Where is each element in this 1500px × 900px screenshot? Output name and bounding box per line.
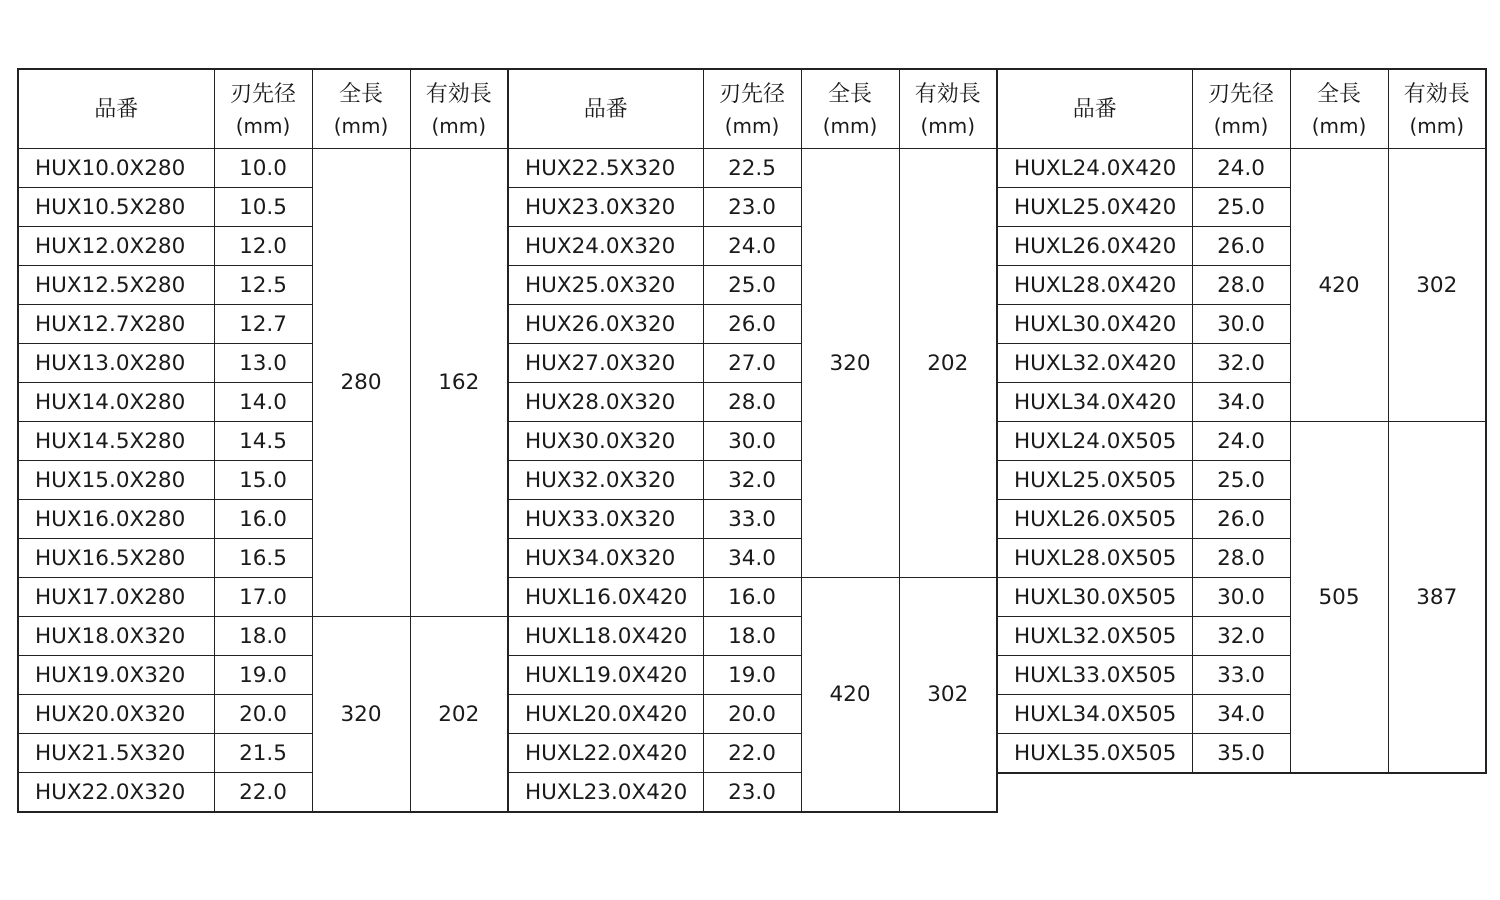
tip-diameter-cell: 19.0 [214, 656, 312, 695]
part-number-cell: HUXL30.0X420 [997, 305, 1192, 344]
tip-diameter-cell: 14.5 [214, 422, 312, 461]
spec-table-2 [507, 68, 998, 813]
tip-diameter-cell: 24.0 [1192, 149, 1290, 188]
effective-length-cell: 387 [1388, 422, 1486, 774]
tip-diameter-cell: 33.0 [703, 500, 801, 539]
total-length-cell: 420 [1290, 149, 1388, 422]
part-number-cell: HUX22.5X320 [508, 149, 703, 188]
tip-diameter-cell: 17.0 [214, 578, 312, 617]
header-row [997, 69, 1486, 149]
tip-diameter-cell: 26.0 [703, 305, 801, 344]
part-number-cell: HUXL32.0X505 [997, 617, 1192, 656]
tip-diameter-cell: 24.0 [1192, 422, 1290, 461]
header-unit: (mm) [333, 113, 389, 138]
part-number-cell: HUX12.7X280 [18, 305, 214, 344]
tip-diameter-cell: 14.0 [214, 383, 312, 422]
tip-diameter-cell: 25.0 [1192, 188, 1290, 227]
part-number-cell: HUXL26.0X420 [997, 227, 1192, 266]
tip-diameter-cell: 32.0 [1192, 617, 1290, 656]
tip-diameter-cell: 25.0 [1192, 461, 1290, 500]
part-number-cell: HUX26.0X320 [508, 305, 703, 344]
header-unit: (mm) [1213, 113, 1269, 138]
header-total-len-label: 全長 [1316, 81, 1361, 107]
header-tip-dia [1192, 69, 1290, 149]
tip-diameter-cell: 18.0 [703, 617, 801, 656]
effective-length-cell: 202 [899, 149, 997, 578]
header-part-no-label: 品番 [94, 96, 139, 122]
table-row [18, 617, 508, 656]
header-part-no-label: 品番 [1072, 96, 1117, 122]
part-number-cell: HUXL25.0X505 [997, 461, 1192, 500]
total-length-cell: 420 [801, 578, 899, 813]
header-total-len-label: 全長 [827, 81, 872, 107]
tip-diameter-cell: 10.0 [214, 149, 312, 188]
tip-diameter-cell: 23.0 [703, 188, 801, 227]
tip-diameter-cell: 32.0 [1192, 344, 1290, 383]
header-total-len [801, 69, 899, 149]
tip-diameter-cell: 16.5 [214, 539, 312, 578]
spec-table-body [508, 149, 997, 813]
header-unit: (mm) [1311, 113, 1367, 138]
header-part-no [18, 69, 214, 149]
part-number-cell: HUX23.0X320 [508, 188, 703, 227]
header-tip-dia-label: 刃先径 [1207, 81, 1274, 107]
tip-diameter-cell: 25.0 [703, 266, 801, 305]
spec-table-1 [17, 68, 509, 813]
tip-diameter-cell: 19.0 [703, 656, 801, 695]
header-unit: (mm) [822, 113, 878, 138]
header-eff-len [410, 69, 508, 149]
part-number-cell: HUXL30.0X505 [997, 578, 1192, 617]
header-total-len-label: 全長 [338, 81, 383, 107]
table-row [997, 149, 1486, 188]
tip-diameter-cell: 22.0 [703, 734, 801, 773]
total-length-cell: 280 [312, 149, 410, 617]
part-number-cell: HUX12.0X280 [18, 227, 214, 266]
tip-diameter-cell: 23.0 [703, 773, 801, 813]
part-number-cell: HUXL33.0X505 [997, 656, 1192, 695]
table-row [508, 578, 997, 617]
part-number-cell: HUX27.0X320 [508, 344, 703, 383]
part-number-cell: HUXL35.0X505 [997, 734, 1192, 774]
part-number-cell: HUX12.5X280 [18, 266, 214, 305]
effective-length-cell: 302 [1388, 149, 1486, 422]
header-unit: (mm) [920, 113, 976, 138]
total-length-cell: 505 [1290, 422, 1388, 774]
part-number-cell: HUX21.5X320 [18, 734, 214, 773]
tip-diameter-cell: 21.5 [214, 734, 312, 773]
header-row [18, 69, 508, 149]
part-number-cell: HUX10.0X280 [18, 149, 214, 188]
spec-table-3 [996, 68, 1487, 774]
header-tip-dia-label: 刃先径 [718, 81, 785, 107]
effective-length-cell: 302 [899, 578, 997, 813]
header-part-no-label: 品番 [583, 96, 628, 122]
tip-diameter-cell: 30.0 [703, 422, 801, 461]
part-number-cell: HUX20.0X320 [18, 695, 214, 734]
tip-diameter-cell: 18.0 [214, 617, 312, 656]
part-number-cell: HUX16.0X280 [18, 500, 214, 539]
tip-diameter-cell: 34.0 [1192, 383, 1290, 422]
part-number-cell: HUX13.0X280 [18, 344, 214, 383]
tip-diameter-cell: 34.0 [703, 539, 801, 578]
part-number-cell: HUX22.0X320 [18, 773, 214, 813]
tip-diameter-cell: 20.0 [703, 695, 801, 734]
tip-diameter-cell: 35.0 [1192, 734, 1290, 774]
part-number-cell: HUX15.0X280 [18, 461, 214, 500]
part-number-cell: HUXL28.0X420 [997, 266, 1192, 305]
part-number-cell: HUX18.0X320 [18, 617, 214, 656]
tip-diameter-cell: 26.0 [1192, 227, 1290, 266]
spec-table-body [18, 149, 508, 813]
header-part-no [508, 69, 703, 149]
effective-length-cell: 162 [410, 149, 508, 617]
part-number-cell: HUXL28.0X505 [997, 539, 1192, 578]
part-number-cell: HUX19.0X320 [18, 656, 214, 695]
table-row [997, 422, 1486, 461]
tip-diameter-cell: 12.5 [214, 266, 312, 305]
tip-diameter-cell: 22.5 [703, 149, 801, 188]
table-row [18, 149, 508, 188]
part-number-cell: HUXL24.0X505 [997, 422, 1192, 461]
tip-diameter-cell: 32.0 [703, 461, 801, 500]
part-number-cell: HUX28.0X320 [508, 383, 703, 422]
part-number-cell: HUX30.0X320 [508, 422, 703, 461]
tip-diameter-cell: 28.0 [1192, 539, 1290, 578]
part-number-cell: HUX14.5X280 [18, 422, 214, 461]
tip-diameter-cell: 27.0 [703, 344, 801, 383]
part-number-cell: HUXL23.0X420 [508, 773, 703, 813]
part-number-cell: HUXL19.0X420 [508, 656, 703, 695]
header-eff-len-label: 有効長 [425, 81, 492, 107]
header-tip-dia [703, 69, 801, 149]
part-number-cell: HUX33.0X320 [508, 500, 703, 539]
tip-diameter-cell: 24.0 [703, 227, 801, 266]
tip-diameter-cell: 30.0 [1192, 305, 1290, 344]
part-number-cell: HUXL16.0X420 [508, 578, 703, 617]
part-number-cell: HUXL18.0X420 [508, 617, 703, 656]
part-number-cell: HUX32.0X320 [508, 461, 703, 500]
total-length-cell: 320 [801, 149, 899, 578]
part-number-cell: HUX10.5X280 [18, 188, 214, 227]
part-number-cell: HUX17.0X280 [18, 578, 214, 617]
tip-diameter-cell: 10.5 [214, 188, 312, 227]
header-tip-dia-label: 刃先径 [229, 81, 296, 107]
tip-diameter-cell: 16.0 [214, 500, 312, 539]
header-total-len [1290, 69, 1388, 149]
header-eff-len [1388, 69, 1486, 149]
tip-diameter-cell: 13.0 [214, 344, 312, 383]
tip-diameter-cell: 12.7 [214, 305, 312, 344]
tip-diameter-cell: 12.0 [214, 227, 312, 266]
header-unit: (mm) [431, 113, 487, 138]
part-number-cell: HUXL25.0X420 [997, 188, 1192, 227]
part-number-cell: HUXL32.0X420 [997, 344, 1192, 383]
header-unit: (mm) [235, 113, 291, 138]
header-eff-len-label: 有効長 [914, 81, 981, 107]
part-number-cell: HUXL24.0X420 [997, 149, 1192, 188]
tip-diameter-cell: 28.0 [1192, 266, 1290, 305]
header-tip-dia [214, 69, 312, 149]
header-eff-len-label: 有効長 [1403, 81, 1470, 107]
header-unit: (mm) [1409, 113, 1465, 138]
table-row [508, 149, 997, 188]
header-part-no [997, 69, 1192, 149]
effective-length-cell: 202 [410, 617, 508, 813]
tip-diameter-cell: 22.0 [214, 773, 312, 813]
part-number-cell: HUXL34.0X505 [997, 695, 1192, 734]
tip-diameter-cell: 30.0 [1192, 578, 1290, 617]
spec-table-body [997, 149, 1486, 774]
part-number-cell: HUXL20.0X420 [508, 695, 703, 734]
tip-diameter-cell: 26.0 [1192, 500, 1290, 539]
part-number-cell: HUX24.0X320 [508, 227, 703, 266]
tip-diameter-cell: 15.0 [214, 461, 312, 500]
tip-diameter-cell: 34.0 [1192, 695, 1290, 734]
header-total-len [312, 69, 410, 149]
part-number-cell: HUXL22.0X420 [508, 734, 703, 773]
header-row [508, 69, 997, 149]
tip-diameter-cell: 33.0 [1192, 656, 1290, 695]
part-number-cell: HUXL34.0X420 [997, 383, 1192, 422]
total-length-cell: 320 [312, 617, 410, 813]
header-eff-len [899, 69, 997, 149]
part-number-cell: HUXL26.0X505 [997, 500, 1192, 539]
tip-diameter-cell: 28.0 [703, 383, 801, 422]
tip-diameter-cell: 20.0 [214, 695, 312, 734]
part-number-cell: HUX14.0X280 [18, 383, 214, 422]
part-number-cell: HUX34.0X320 [508, 539, 703, 578]
header-unit: (mm) [724, 113, 780, 138]
part-number-cell: HUX16.5X280 [18, 539, 214, 578]
part-number-cell: HUX25.0X320 [508, 266, 703, 305]
tip-diameter-cell: 16.0 [703, 578, 801, 617]
